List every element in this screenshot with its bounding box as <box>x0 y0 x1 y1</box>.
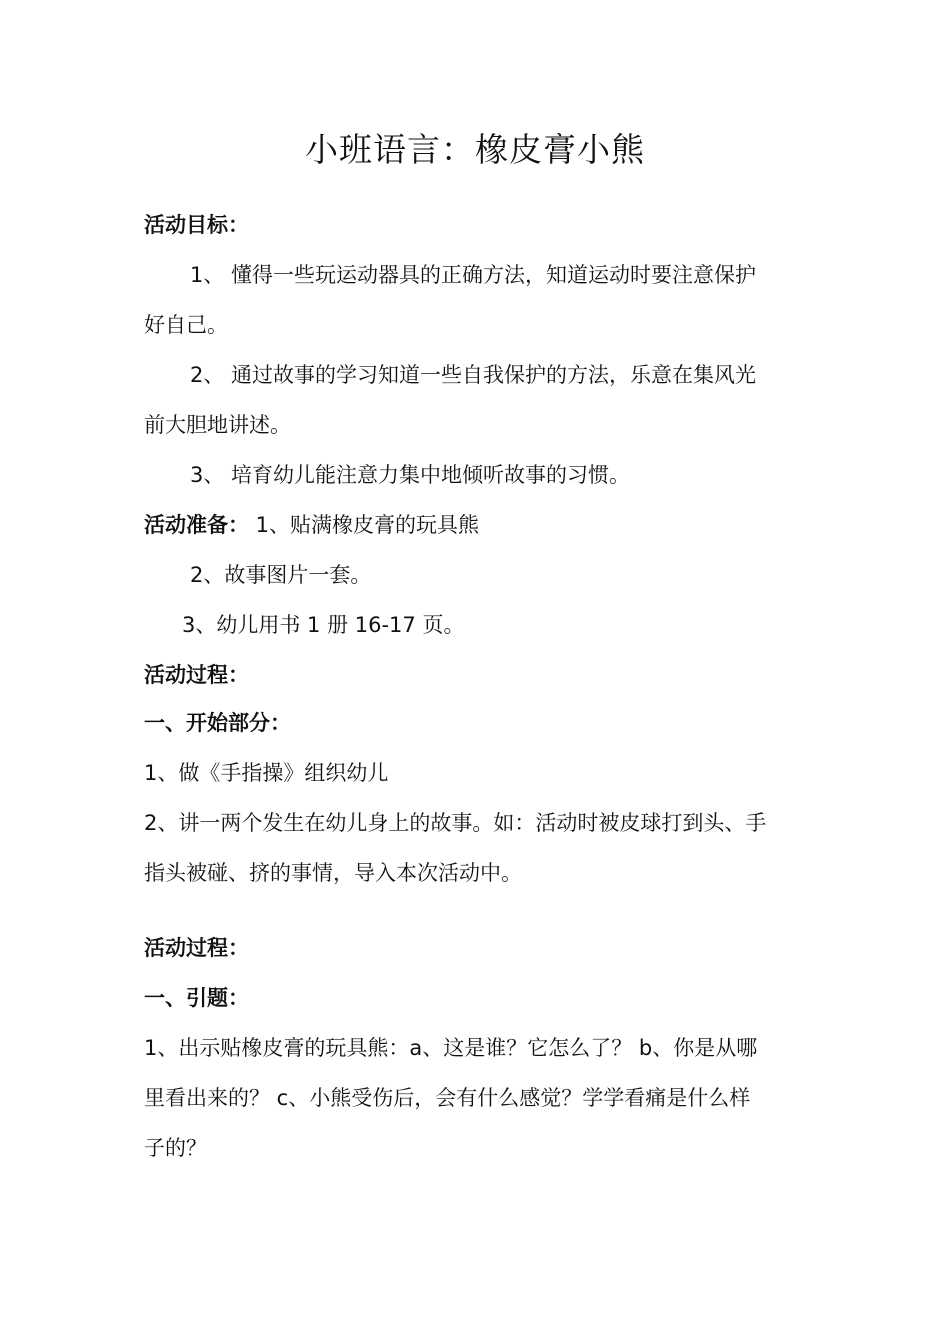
goal-item-1-line-1: 1、 懂得一些玩运动器具的正确方法，知道运动时要注意保护 <box>190 263 757 287</box>
goal-item-3: 3、 培育幼儿能注意力集中地倾听故事的习惯。 <box>190 463 631 487</box>
process-1-item-2-line-1: 2、讲一两个发生在幼儿身上的故事。如：活动时被皮球打到头、手 <box>144 811 767 835</box>
goals-heading: 活动目标： <box>144 213 249 237</box>
goal-item-1-line-2: 好自己。 <box>144 313 228 337</box>
part-heading-intro: 一、引题： <box>144 986 249 1010</box>
preparation-row <box>144 510 479 540</box>
page-title: 小班语言：橡皮膏小熊 <box>305 130 645 169</box>
preparation-item-2: 2、故事图片一套。 <box>190 563 372 587</box>
process-2-item-1-line-1: 1、出示贴橡皮膏的玩具熊：a、这是谁？它怎么了？ b、你是从哪 <box>144 1036 758 1060</box>
process-heading-1: 活动过程： <box>144 663 249 687</box>
goal-item-2-line-2: 前大胆地讲述。 <box>144 413 291 437</box>
goal-item-2-line-1: 2、 通过故事的学习知道一些自我保护的方法，乐意在集风光 <box>190 363 757 387</box>
part-heading-start: 一、开始部分： <box>144 711 291 735</box>
process-2-item-1-line-3: 子的？ <box>144 1136 207 1160</box>
process-heading-2: 活动过程： <box>144 936 249 960</box>
process-1-item-1: 1、做《手指操》组织幼儿 <box>144 761 389 785</box>
preparation-item-3: 3、幼儿用书 1 册 16-17 页。 <box>182 613 465 637</box>
preparation-item-1: 1、贴满橡皮膏的玩具熊 <box>249 513 480 537</box>
process-1-item-2-line-2: 指头被碰、挤的事情，导入本次活动中。 <box>144 861 522 885</box>
preparation-heading: 活动准备： <box>144 513 249 537</box>
process-2-item-1-line-2: 里看出来的？ c、小熊受伤后，会有什么感觉？学学看痛是什么样 <box>144 1086 751 1110</box>
